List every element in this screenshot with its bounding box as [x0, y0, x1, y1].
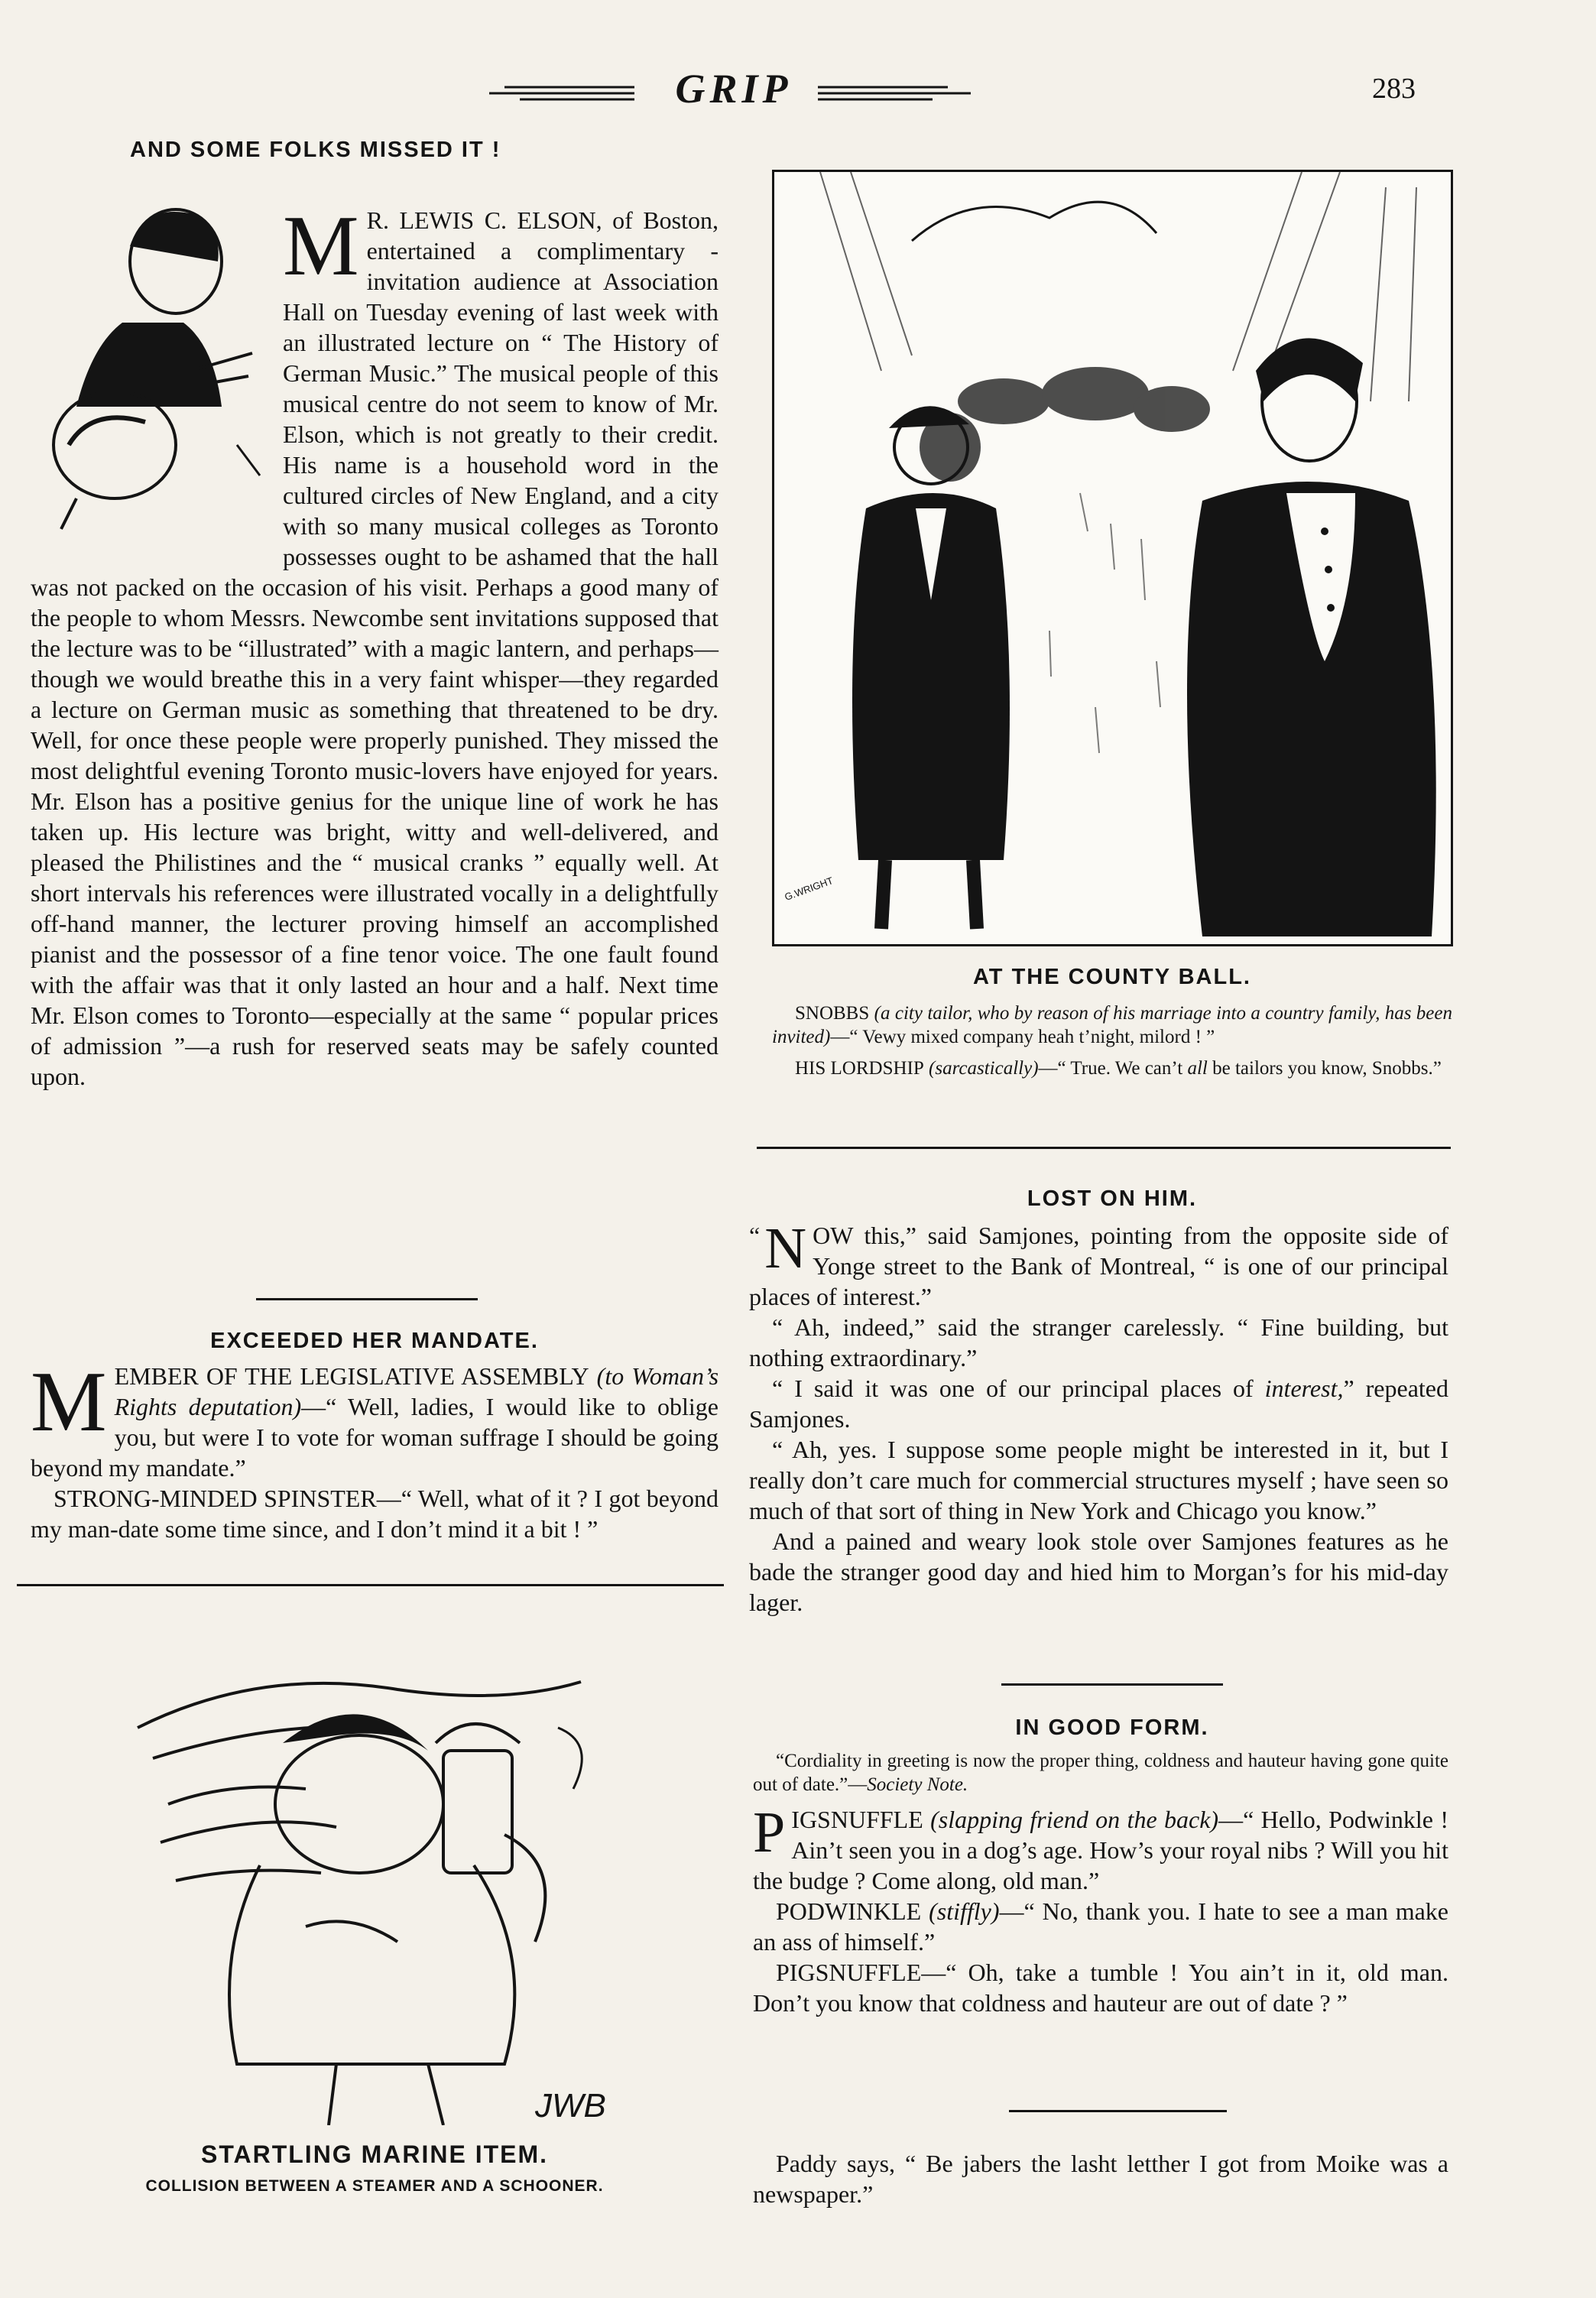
mandate-title: EXCEEDED HER MANDATE. [210, 1329, 539, 1353]
paddy-text: Paddy says, “ Be jabers the lasht letther I got from Moike was a newspaper.” [753, 2150, 1448, 2208]
lost-title: LOST ON HIM. [1027, 1186, 1198, 1211]
ball-stage2: (sarcastically) [929, 1058, 1039, 1079]
divider-folks [256, 1298, 478, 1300]
ball-signature: G.WRIGHT [783, 875, 835, 903]
mandate-speaker1: EMBER OF THE LEGISLATIVE ASSEMBLY [114, 1362, 589, 1390]
portrait-float-spacer [31, 205, 283, 557]
ball-title: AT THE COUNTY BALL. [973, 965, 1251, 989]
mandate-line1: —“ Well, ladies, I would like to oblige you, but were I to vote for woman suffrage I should be going beyond my mandate.” [31, 1393, 719, 1482]
ball-line1: —“ Vewy mixed company heah t’night, milord ! ” [830, 1027, 1215, 1047]
folks-text: R. LEWIS C. ELSON, of Boston, entertained a complimentary - invitation audience at Association Hall on Tuesday evening of last week with an illustrated lecture on “ The History of German Music.” The musical people of this musical centre do not seem to know of Mr. Elson, which is not greatly to their credit. His name is a household word in the cultured circles of New England, and a city with so many musical colleges as Toronto possesses ought to be ashamed that the hall was not packed on the occasion of his visit. Perhaps a good many of the people to whom Messrs. Newcombe sent invitations supposed that the lecture was to be “illustrated” with a magic lantern, and perhaps—though we would breathe this in a very faint whisper—they regarded a lecture on German music as something that threatened to be dry. Well, for once these people were properly punished. They missed the most delightful evening Toronto music-lovers have enjoyed for years. Mr. Elson has a positive genius for the unique line of work he has taken up. His lecture was bright, witty and well-delivered, and pleased the Philistines and the “ musical cranks ” equally well. At short intervals his references were illustrated vocally in a delightfully off-hand manner, the lecturer proving himself an accomplished pianist and the possessor of a fine tenor voice. The one fault found with the affair was that it only lasted an hour and a half. Next time Mr. Elson comes to Toronto—especially at the same “ popular prices of admission ”—a rush for reserved seats may be safely counted upon. [31, 206, 719, 1090]
form-epigraph [753, 1749, 1448, 1797]
divider-lost [1001, 1683, 1223, 1686]
divider-mandate [17, 1584, 724, 1586]
ball-line2b: be tailors you know, Snobbs.” [1207, 1058, 1442, 1079]
lost-p3a: “ I said it was one of our principal places of [772, 1375, 1265, 1402]
form-epigraph-text: “Cordiality in greeting is now the proper thing, coldness and hauteur having gone quite out of date.”— [753, 1751, 1448, 1795]
mandate-stage1: (to Woman’s Rights deputation) [114, 1362, 719, 1420]
mandate-article [31, 1355, 719, 1544]
form-speaker1: IGSNUFFLE [791, 1806, 923, 1833]
ball-speaker2: HIS LORDSHIP [795, 1058, 924, 1079]
form-speaker2: PODWINKLE [776, 1897, 922, 1925]
ball-line2a: —“ True. We can’t [1038, 1058, 1188, 1079]
marine-signature: JWB [535, 2087, 606, 2124]
lost-open-quote: “ [749, 1222, 761, 1249]
marine-title: STARTLING MARINE ITEM. [200, 2141, 549, 2168]
lost-p3emph: interest, [1264, 1375, 1344, 1402]
lost-p4: “ Ah, yes. I suppose some people might be interested in it, but I really don’t care much for commercial structures myself ; have seen so much of that sort of thing in New York and Chicago you know.” [749, 1436, 1448, 1524]
form-speaker3: PIGSNUFFLE [776, 1959, 922, 1986]
mandate-drop-cap: M [31, 1355, 107, 1449]
form-line1: —“ Hello, Podwinkle ! Ain’t seen you in a dog’s age. How’s your royal nibs ? Will you hit the budge ? Come along, old man.” [753, 1806, 1449, 1894]
folks-article [31, 199, 719, 1092]
form-article [753, 1800, 1449, 2018]
form-line2: —“ No, thank you. I hate to see a man make an ass of himself.” [753, 1897, 1449, 1956]
ball-emph2: all [1187, 1058, 1208, 1079]
lost-p1: OW this,” said Samjones, pointing from the opposite side of Yonge street to the Bank of Montreal, “ is one of our principal places of interest.” [749, 1222, 1448, 1310]
lost-article [749, 1216, 1449, 1618]
form-drop-cap: P [753, 1800, 786, 1865]
marine-cartoon [107, 1636, 657, 2125]
lost-drop-cap: N [764, 1216, 807, 1280]
ball-caption [772, 1001, 1452, 1080]
divider-form [1009, 2110, 1227, 2112]
lost-p3b: ” repeated Samjones. [749, 1375, 1449, 1433]
form-stage1: (slapping friend on the back) [930, 1806, 1219, 1833]
folks-title: AND SOME FOLKS MISSED IT ! [130, 138, 501, 162]
ball-speaker1: SNOBBS [795, 1003, 870, 1024]
ball-stage1: (a city tailor, who by reason of his marriage into a country family, has been invited) [772, 1003, 1453, 1047]
mandate-speaker2: STRONG-MINDED SPINSTER [54, 1485, 377, 1512]
masthead-title: GRIP [675, 66, 793, 112]
form-line3: —“ Oh, take a tumble ! You ain’t in it, old man. Don’t you know that coldness and hauteur are out of date ? ” [753, 1959, 1448, 2017]
mandate-line2: —“ Well, what of it ? I got beyond my man-date some time since, and I don’t mind it a bit ! ” [31, 1485, 719, 1543]
folks-drop-cap: M [283, 199, 359, 294]
form-epigraph-source: Society Note. [867, 1774, 968, 1795]
lost-p5: And a pained and weary look stole over Samjones features as he bade the stranger good day and hied him to Morgan’s for his mid-day lager. [749, 1527, 1448, 1616]
divider-ball [757, 1147, 1451, 1149]
form-stage2: (stiffly) [929, 1897, 1000, 1925]
paddy-article [753, 2148, 1448, 2209]
page-number: 283 [1372, 73, 1416, 105]
county-ball-illustration [772, 170, 1453, 946]
marine-subtitle: COLLISION BETWEEN A STEAMER AND A SCHOONER. [145, 2177, 604, 2195]
lost-p2: “ Ah, indeed,” said the stranger carelessly. “ Fine building, but nothing extraordinary.” [749, 1313, 1448, 1371]
form-title: IN GOOD FORM. [1015, 1715, 1209, 1740]
